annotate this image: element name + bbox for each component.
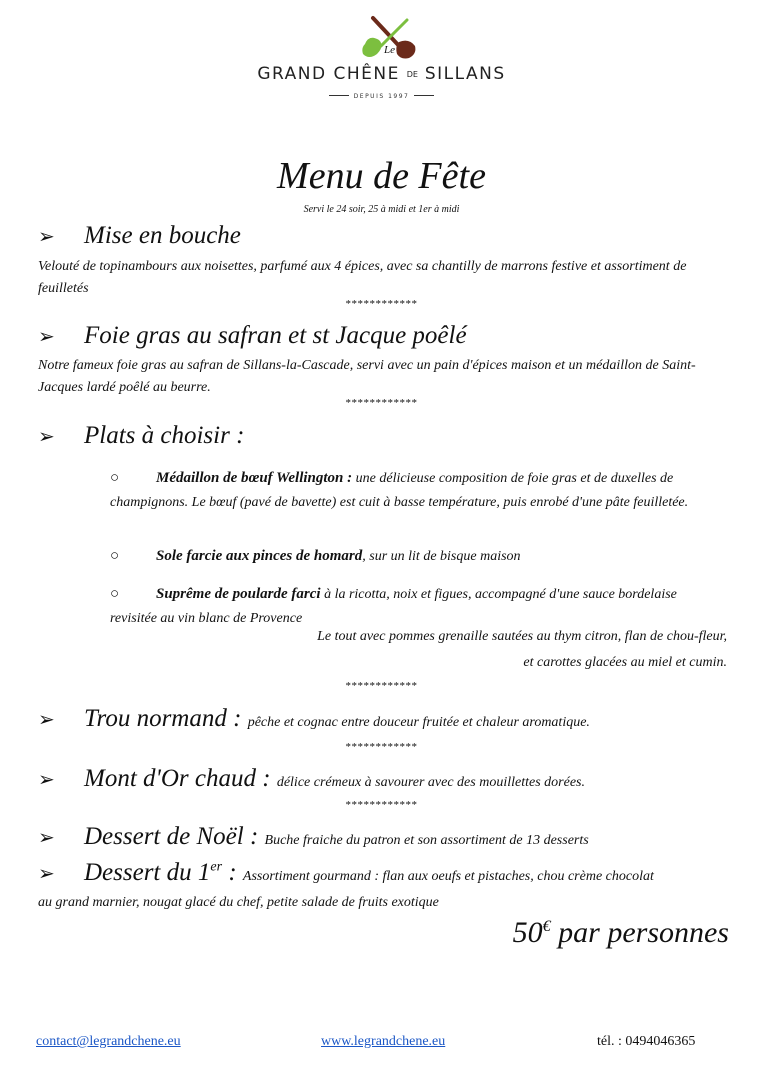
dish-name: Médaillon de bœuf Wellington :	[156, 470, 353, 486]
section-text: au grand marnier, nougat glacé du chef, petite salade de fruits exotique	[38, 895, 439, 910]
section-heading	[38, 222, 241, 250]
separator: ************	[345, 397, 418, 409]
section-text: Velouté de topinambours aux noisettes, parfumé aux 4 épices, avec sa chantilly de marrons festive et assortiment de feuilletés	[38, 259, 687, 296]
logo-name-b: SILLANS	[424, 64, 506, 84]
heading-text: Mont d'Or chaud :	[84, 765, 271, 792]
separator: ************	[345, 298, 418, 310]
logo-since	[0, 93, 763, 100]
dish-text: , sur un lit de bisque maison	[362, 549, 521, 564]
website-link[interactable]: www.legrandchene.eu	[321, 1034, 446, 1049]
phone-number: tél. : 0494046365	[597, 1034, 696, 1049]
heading-text: Trou normand :	[84, 705, 242, 732]
price-label: par personnes	[550, 916, 729, 949]
price-currency: €	[542, 918, 551, 935]
price-amount: 50	[512, 916, 543, 949]
heading-sup: er	[210, 859, 223, 875]
section-heading	[38, 322, 467, 350]
dish-text: une délicieuse composition de foie gras et de duxelles de champignons. Le bœuf (pavé de bavette) est cuit à basse température, puis enrobé d'une pâte feuilletée.	[110, 471, 689, 510]
dish-name: Sole farcie aux pinces de homard	[156, 548, 363, 564]
section-heading	[38, 422, 244, 450]
dish-item	[110, 466, 710, 515]
since-text: DEPUIS 1997	[353, 93, 410, 100]
page-title: Menu de Fête	[277, 155, 486, 197]
subtitle: Servi le 24 soir, 25 à midi et 1er à midi	[303, 204, 460, 215]
heading-text: Mise en bouche	[84, 222, 241, 249]
inline-text: pêche et cognac entre douceur fruitée et chaleur aromatique.	[247, 715, 590, 730]
section-heading	[38, 859, 654, 887]
dish-item	[110, 544, 710, 569]
logo-name	[0, 64, 763, 84]
inline-text: délice crémeux à savourer avec des mouillettes dorées.	[276, 775, 585, 790]
section-heading	[38, 765, 585, 793]
arrow-bullet-icon: ➢	[38, 426, 55, 448]
arrow-bullet-icon: ➢	[38, 827, 55, 849]
inline-text: Buche fraiche du patron et son assortiment de 13 desserts	[264, 833, 589, 848]
sides-line-1: Le tout avec pommes grenaille sautées au thym citron, flan de chou-fleur,	[317, 629, 727, 644]
email-link[interactable]: contact@legrandchene.eu	[36, 1034, 181, 1049]
arrow-bullet-icon: ➢	[38, 769, 55, 791]
circle-bullet-icon: ○	[110, 586, 120, 602]
separator: ************	[345, 799, 418, 811]
section-text: Notre fameux foie gras au safran de Sillans-la-Cascade, servi avec un pain d'épices maison et un médaillon de Saint-Jacques lardé poêlé au beurre.	[38, 358, 696, 395]
arrow-bullet-icon: ➢	[38, 326, 55, 348]
circle-bullet-icon: ○	[110, 548, 120, 564]
dish-item	[110, 582, 710, 631]
circle-bullet-icon: ○	[110, 470, 120, 486]
logo-name-a: GRAND CHÊNE	[257, 64, 400, 84]
section-heading	[38, 823, 589, 851]
heading-text: Plats à choisir :	[84, 422, 245, 449]
separator: ************	[345, 741, 418, 753]
section-heading	[38, 705, 590, 733]
logo-script: Le	[384, 44, 395, 56]
arrow-bullet-icon: ➢	[38, 709, 55, 731]
price	[513, 916, 729, 950]
dish-name: Suprême de poularde farci	[156, 586, 321, 602]
heading-text: Foie gras au safran et st Jacque poêlé	[84, 322, 467, 349]
sides-line-2: et carottes glacées au miel et cumin.	[523, 655, 727, 670]
logo	[355, 14, 425, 62]
heading-text: Dessert du 1	[84, 859, 211, 886]
dish-text: à la ricotta, noix et figues, accompagné d'une sauce bordelaise revisitée au vin blanc de Provence	[110, 587, 677, 626]
heading-text: Dessert de Noël :	[84, 823, 259, 850]
separator: ************	[345, 680, 418, 692]
inline-text: Assortiment gourmand : flan aux oeufs et pistaches, chou crème chocolat	[242, 869, 654, 884]
heading-colon: :	[222, 859, 237, 886]
logo-name-de: DE	[406, 70, 418, 79]
arrow-bullet-icon: ➢	[38, 863, 55, 885]
arrow-bullet-icon: ➢	[38, 226, 55, 248]
